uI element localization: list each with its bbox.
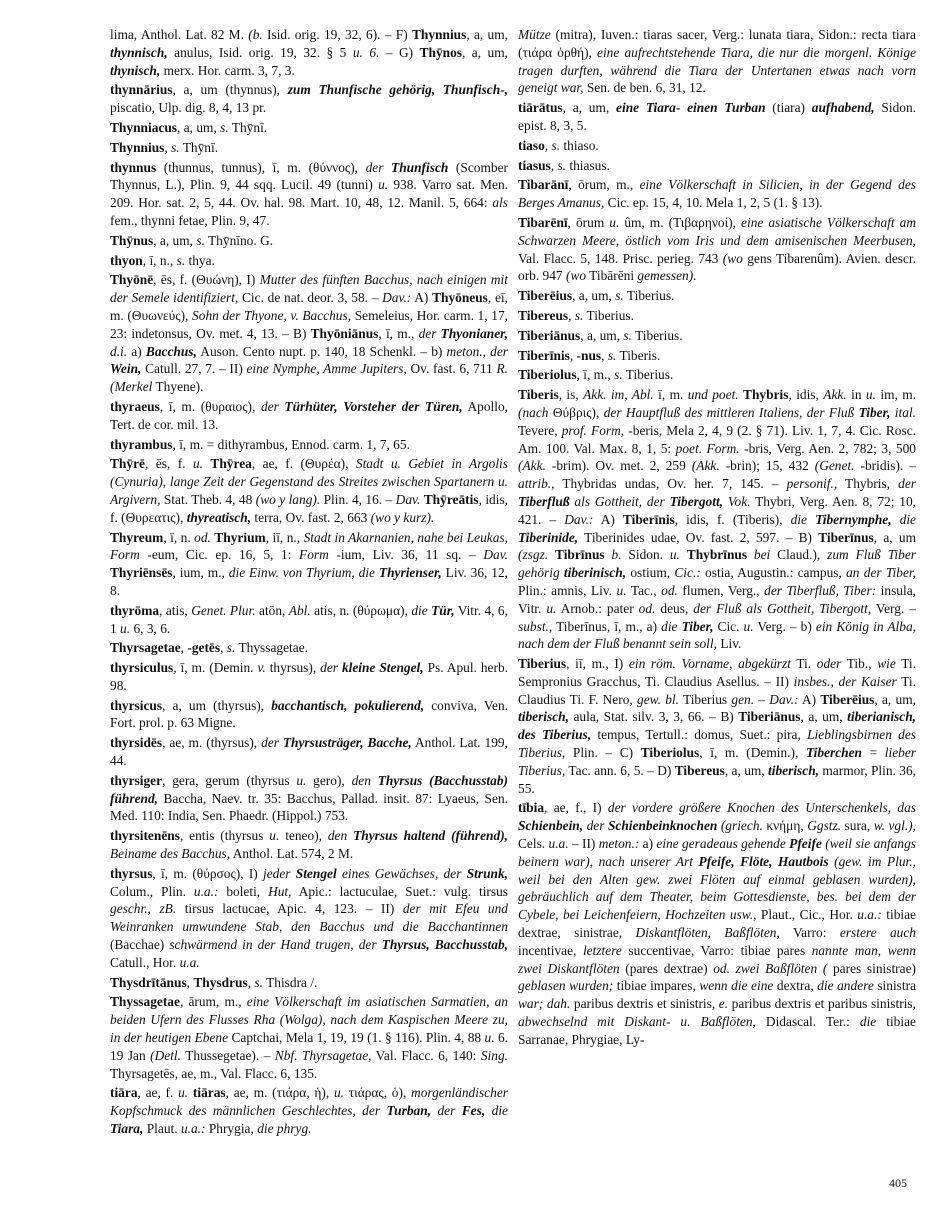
dictionary-entry: Thysdrītānus, Thysdrus, s. Thisdra /. <box>110 974 318 990</box>
dictionary-entry: Tiberis, is, Akk. im, Abl. ī, m. und poet. Thybris, idis, Akk. in u. im, m. (nach Θύβρις), der Hauptfluß des mittleren Italiens, der Fluß Tiber, ital. Tevere, prof. Form, -beris, Mela 2, 4, 9 (2. § 71). Liv. 1, 7, 4. Cic. Rosc. Am. 100. Val. Max. 8, 1, 5: poet. Form. -bris, Verg. Aen. 2, 782; 3, 500 (Akk. -brim). Ov. met. 2, 259 (Akk. -brin); 15, 432 (Genet. -bridis). – attrib., Thybridas undas, Ov. her. 7, 145. – personif., Thybris, der Tiberfluß als Gottheit, der Tibergott, Vok. Thybri, Verg. Aen. 8, 72; 10, 421. – Dav.: A) Tiberīnis, idis, f. (Tiberis), die Tibernymphe, die Tiberinide, Tiberinides udae, Ov. fast. 2, 597. – B) Tiberīnus, a, um (zsgz. Tibrīnus b. Sidon. u. Thybrīnus bei Claud.), zum Fluß Tiber gehörig tiberinisch, ostium, Cic.: ostia, Augustin.: campus, an der Tiber, Plin.: amnis, Liv. u. Tac., od. flumen, Verg., der Tiberfluß, Tiber: insula, Vitr. u. Arnob.: pater od. deus, der Fluß als Gottheit, Tibergott, Verg. – subst., Tiberīnus, ī, m., a) die Tiber, Cic. u. Verg. – b) ein König in Alba, nach dem der Fluß benannt sein soll, Liv. <box>518 387 917 652</box>
dictionary-entry: thyrsidēs, ae, m. (thyrsus), der Thyrsusträger, Bacche, Anthol. Lat. 199, 44. <box>110 735 508 769</box>
dictionary-entry: lima, Anthol. Lat. 82 M. (b. Isid. orig. 19, 32, 6). – F) Thynnius, a, um, thynnisch, anulus, Isid. orig. 19, 32. § 5 u. 6. – G) Thȳnos, a, um, thynisch, merx. Hor. carm. 3, 7, 3. <box>110 27 509 78</box>
dictionary-entry: Thyreum, ī, n. od. Thyrium, iī, n., Stadt in Akarnanien, nahe bei Leukas, Form -eum, Cic. ep. 16, 5, 1: Form -ium, Liv. 36, 11 sq. – Dav. Thyriēnsēs, ium, m., die Einw. von Thyrium, die Thyrienser, Liv. 36, 12, 8. <box>110 529 508 598</box>
dictionary-entry: thyrsicus, a, um (thyrsus), bacchantisch, pokulierend, conviva, Ven. Fort. prol. p. 63 Migne. <box>110 697 508 731</box>
dictionary-entry: Tiberīnis, -nus, s. Tiberis. <box>518 347 661 363</box>
dictionary-entry: tiaso, s. thiaso. <box>518 137 599 153</box>
dictionary-entry: Thynniacus, a, um, s. Thȳnī. <box>110 119 268 135</box>
dictionary-entry: Tibarānī, ōrum, m., eine Völkerschaft in Silicien, in der Gegend des Berges Amanus, Cic. ep. 15, 4, 10. Mela 1, 2, 5 (1. § 13). <box>518 177 916 211</box>
dictionary-entry: thynnārius, a, um (thynnus), zum Thunfische gehörig, Thunfisch-, piscatio, Ulp. dig. 8, 4, 13 pr. <box>110 82 508 116</box>
dictionary-entry: Thyrsagetae, -getēs, s. Thyssagetae. <box>110 640 308 656</box>
dictionary-entry: thyrsiculus, ī, m. (Demin. v. thyrsus), der kleine Stengel, Ps. Apul. herb. 98. <box>110 660 508 693</box>
dictionary-entry: thyrsus, ī, m. (θύρσος), I) jeder Stengel eines Gewächses, der Strunk, Colum., Plin. u.a.: boleti, Hut, Apic.: lactuculae, Suet.: vulg. tirsus geschr., zB. tirsus lactucae, Apic. 4, 123. – II) der mit Efeu und Weinranken umwundene Stab, den Bacchus und die Bacchantinnen (Bacchae) schwärmend in der Hand trugen, der Thyrsus, Bacchusstab, Catull., Hor. u.a. <box>110 865 509 970</box>
dictionary-entry: tiārātus, a, um, eine Tiara- einen Turban (tiara) aufhabend, Sidon. epist. 8, 3, 5. <box>518 100 917 133</box>
dictionary-entry: thyraeus, ī, m. (θυραιος), der Türhüter, Vorsteher der Türen, Apollo, Tert. de cor. mil. 13. <box>110 398 509 432</box>
dictionary-entry: thynnus (thunnus, tunnus), ī, m. (θύννος), der Thunfisch (Scomber Thynnus, L.), Plin. 9, 44 sqq. Lucil. 49 (tunni) u. 938. Varro sat. Men. 209. Hor. sat. 2, 5, 44. Ov. hal. 98. Mart. 10, 48, 12. Manil. 5, 664: als fem., thynni fetae, Plin. 9, 47. <box>110 159 508 228</box>
dictionary-entry: tiāra, ae, f. u. tiāras, ae, m. (τιάρα, ἡ), u. τιάρας, ὁ), morgenländischer Kopfschmuck des männlichen Geschlechtes, der Turban, der Fes, die Tiara, Plaut. u.a.: Phrygia, die phryg. <box>110 1085 508 1137</box>
dictionary-entry: Thyōnē, ēs, f. (Θυώνη), I) Mutter des fünften Bacchus, nach einigen mit der Semele identifiziert, Cic. de nat. deor. 3, 58. – Dav.: A) Thyōneus, eī, m. (Θυωνεύς), Sohn der Thyone, v. Bacchus, Semeleius, Hor. carm. 1, 17, 23: indetonsus, Ov. met. 4, 13. – B) Thyōniānus, ī, m., der Thyonianer, d.i. a) Bacchus, Auson. Cento nupt. p. 140, 18 Schenkl. – b) meton., der Wein, Catull. 27, 7. – II) eine Nymphe, Amme Jupiters, Ov. fast. 6, 711 R. (Merkel Thyene). <box>110 272 508 395</box>
dictionary-entry: Thynnius, s. Thȳnī. <box>110 139 219 155</box>
dictionary-entry: Tibereus, s. Tiberius. <box>518 307 634 323</box>
dictionary-entry: thyon, ī, n., s. thya. <box>110 252 215 268</box>
dictionary-entry: Tiberiolus, ī, m., s. Tiberius. <box>518 367 674 383</box>
dictionary-entry: Thyssagetae, ārum, m., eine Völkerschaft im asiatischen Sarmatien, an beiden Ufern des Flusses Rha (Wolga), nach dem Kaspischen Meere zu, in der heutigen Ebene Captchai, Mela 1, 19, 19 (1. § 116). Plin. 4, 88 u. 6. 19 Jan (Detl. Thussegetae). – Nbf. Thyrsagetae, Val. Flacc. 6, 140: Sing. Thyrsagetēs, ae, m., Val. Flacc. 6, 135. <box>110 994 509 1081</box>
page-number: 405 <box>889 1176 907 1190</box>
dictionary-entry: thyrsiger, gera, gerum (thyrsus u. gero), den Thyrsus (Bacchusstab) führend, Baccha, Naev. tr. 35: Bacchus, Pallad. insit. 87: Lyaeus, Sen. Med. 110: India, Sen. Phaedr. (Hippol.) 753. <box>110 772 509 824</box>
dictionary-entry: Mütze (mitra), Iuven.: tiaras sacer, Verg.: lunata tiara, Sidon.: recta tiara (τιάρα ὀρθή), eine aufrechtstehende Tiara, die nur die morgenl. Könige tragen durften, während die Tiara der Untertanen etwas nach vorn geneigt war, Sen. de ben. 6, 31, 12. <box>518 27 917 96</box>
dictionary-entry: thyrōma, atis, Genet. Plur. atōn, Abl. atis, n. (θύρωμα), die Tür, Vitr. 4, 6, 1 u. 6, 3, 6. <box>110 602 508 636</box>
dictionary-entry: tībia, ae, f., I) der vordere größere Knochen des Unterschenkels, das Schienbein, der Schienbeinknochen (griech. κνήμη, Ggstz. sura, w. vgl.), Cels. u.a. – II) meton.: a) eine geradeaus gehende Pfeife (weil sie anfangs beinern war), nach unserer Art Pfeife, Flöte, Hautbois (gew. im Plur., weil bei den Alten gew. zwei Flöten auf einmal geblasen wurden), gebräuchlich auf dem Theater, beim Gottesdienste, bes. bei dem der Cybele, bei Leichenfeiern, Hochzeiten usw., Plaut., Cic., Hor. u.a.: tibiae dextrae, sinistrae, Diskantflöten, Baßflöten, Varro: erstere auch incentivae, letztere succentivae, Varro: tibiae pares nannte man, wenn zwei Diskantflöten (pares dextrae) od. zwei Baßflöten ( pares sinistrae) geblasen wurden; tibiae impares, wenn die eine dextra, die andere sinistra war; dah. paribus dextris et sinistris, e. paribus dextris et paribus sinistris, abwechselnd mit Diskant- u. Baßflöten, Didascal. Ter.: die tibiae Sarranae, Phrygiae, Ly- <box>518 800 917 1047</box>
dictionary-entry: Thȳrē, ēs, f. u. Thȳrea, ae, f. (Θυρέα), Stadt u. Gebiet in Argolis (Cynuria), lange Zeit der Gegenstand des Streites zwischen Spartanern u. Argivern, Stat. Theb. 4, 48 (wo y lang). Plin. 4, 16. – Dav. Thȳreātis, idis, f. (Θυρεατις), thyreatisch, terra, Ov. fast. 2, 663 (wo y kurz). <box>110 456 509 525</box>
dictionary-entry: thyrsitenēns, entis (thyrsus u. teneo), den Thyrsus haltend (führend), Beiname des Bacchus, Anthol. Lat. 574, 2 M. <box>110 828 509 862</box>
dictionary-entry: Tiberēius, a, um, s. Tiberius. <box>518 288 675 304</box>
dictionary-entry: Tiberius, iī, m., I) ein röm. Vorname, abgekürzt Ti. oder Tib., wie Ti. Sempronius Gracchus, Ti. Claudius Asellus. – II) insbes., der Kaiser Ti. Claudius Ti. F. Nero, gew. bl. Tiberius gen. – Dav.: A) Tiberēius, a, um, tiberisch, aula, Stat. silv. 3, 3, 66. – B) Tiberiānus, a, um, tiberianisch, des Tiberius, tempus, Tertull.: domus, Suet.: pira, Lieblingsbirnen des Tiberius, Plin. – C) Tiberiolus, ī, m. (Demin.), Tiberchen = lieber Tiberius, Tac. ann. 6, 5. – D) Tibereus, a, um, tiberisch, marmor, Plin. 36, 55. <box>518 656 917 796</box>
dictionary-entry: Thȳnus, a, um, s. Thȳnīno. G. <box>110 232 274 248</box>
left-column <box>110 26 508 1140</box>
right-column <box>518 26 916 1051</box>
dictionary-entry: Tiberiānus, a, um, s. Tiberius. <box>518 327 683 343</box>
dictionary-entry: Tibarēnī, ōrum u. ûm, m. (Τιβαρηνοί), eine asiatische Völkerschaft am Schwarzen Meere, östlich vom Iris und dem amisenischen Meerbusen, Val. Flacc. 5, 148. Prisc. perieg. 743 (wo gens Tibarenûm). Avien. descr. orb. 947 (wo Tibārēni gemessen). <box>518 214 916 284</box>
dictionary-entry: thyrambus, ī, m. = dithyrambus, Ennod. carm. 1, 7, 65. <box>110 436 410 452</box>
dictionary-entry: tiasus, s. thiasus. <box>518 157 610 173</box>
